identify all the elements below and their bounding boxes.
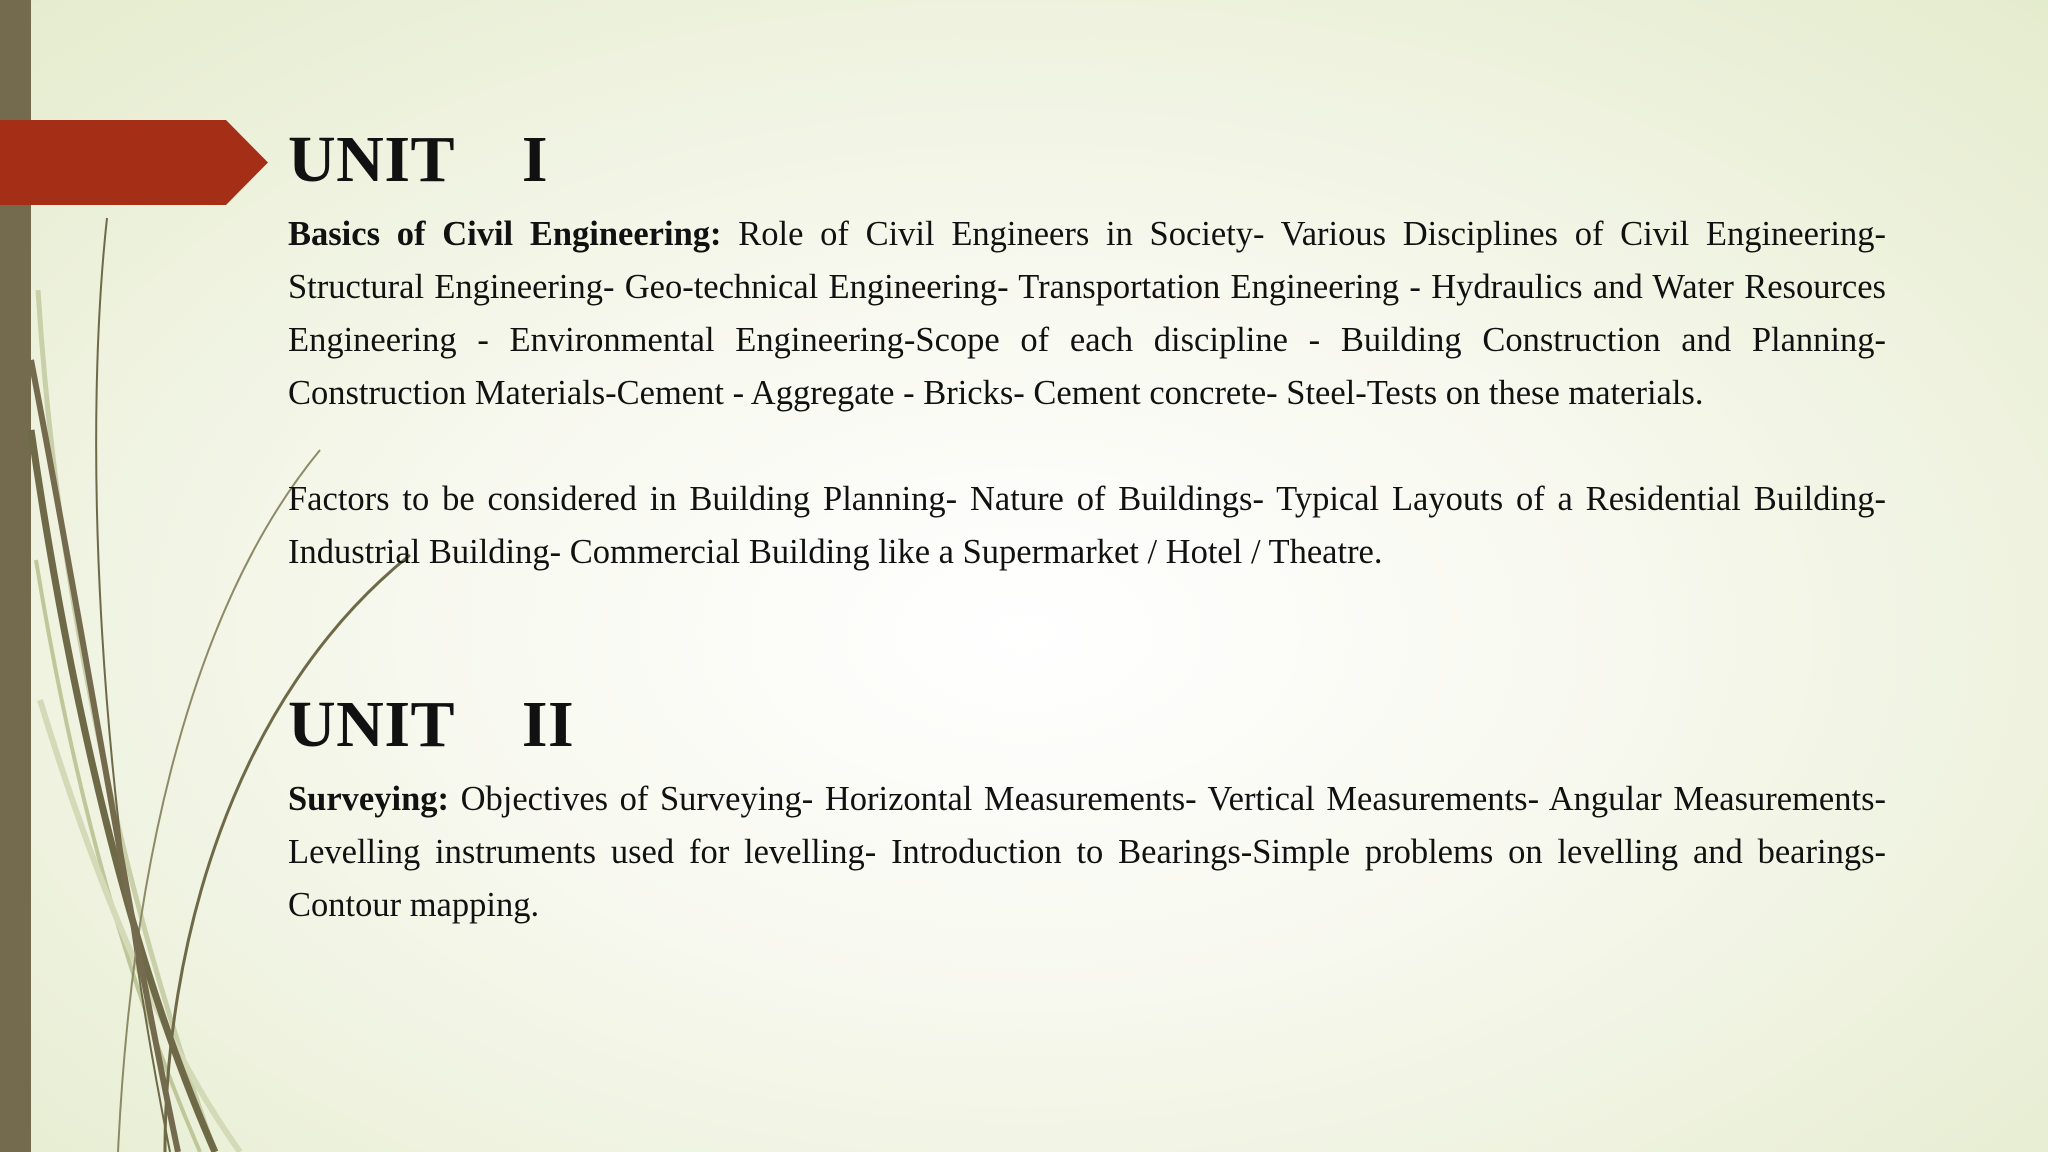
title-accent-arrow bbox=[0, 120, 268, 205]
spacer bbox=[288, 420, 1886, 473]
unit-1-paragraph-2: Factors to be considered in Building Planning- Nature of Buildings- Typical Layouts of a Residential Building- Industrial Building- Commercial Building like a Supermarket / Hotel / Theatre. bbox=[288, 480, 1886, 571]
decor-curve-light-2 bbox=[36, 560, 200, 1152]
decor-curve-thick-1 bbox=[31, 430, 215, 1152]
decor-curve-thin-1 bbox=[96, 218, 170, 1152]
unit-1-paragraph bbox=[288, 208, 1886, 420]
unit-2-lead: Surveying: bbox=[288, 780, 450, 818]
unit-2-text: Objectives of Surveying- Horizontal Measurements- Vertical Measurements- Angular Measurements- Levelling instruments used for levelling- Introduction to Bearings-Simple problems on levelling and bearings-Contour mapping. bbox=[288, 780, 1886, 924]
slide-content bbox=[288, 112, 1886, 932]
unit-1-title: UNIT I bbox=[288, 123, 549, 196]
decor-curve-light-3 bbox=[40, 700, 240, 1152]
decor-curve-light-1 bbox=[38, 290, 215, 1152]
unit-2-title: UNIT II bbox=[288, 688, 575, 761]
unit-1-text: Role of Civil Engineers in Society- Various Disciplines of Civil Engineering- Structural Engineering- Geo-technical Engineering- Transportation Engineering - Hydraulics and Water Resources Engineering - Environmental Engineering-Scope of each discipline - Building Construction and Planning- Construction Materials-Cement - Aggregate - Bricks- Cement concrete- Steel-Tests on these materials. bbox=[288, 215, 1886, 412]
unit-2-paragraph bbox=[288, 773, 1886, 932]
decor-curve-thick-2 bbox=[31, 360, 178, 1152]
spacer bbox=[288, 579, 1886, 677]
unit-1-lead: Basics of Civil Engineering: bbox=[288, 215, 722, 253]
